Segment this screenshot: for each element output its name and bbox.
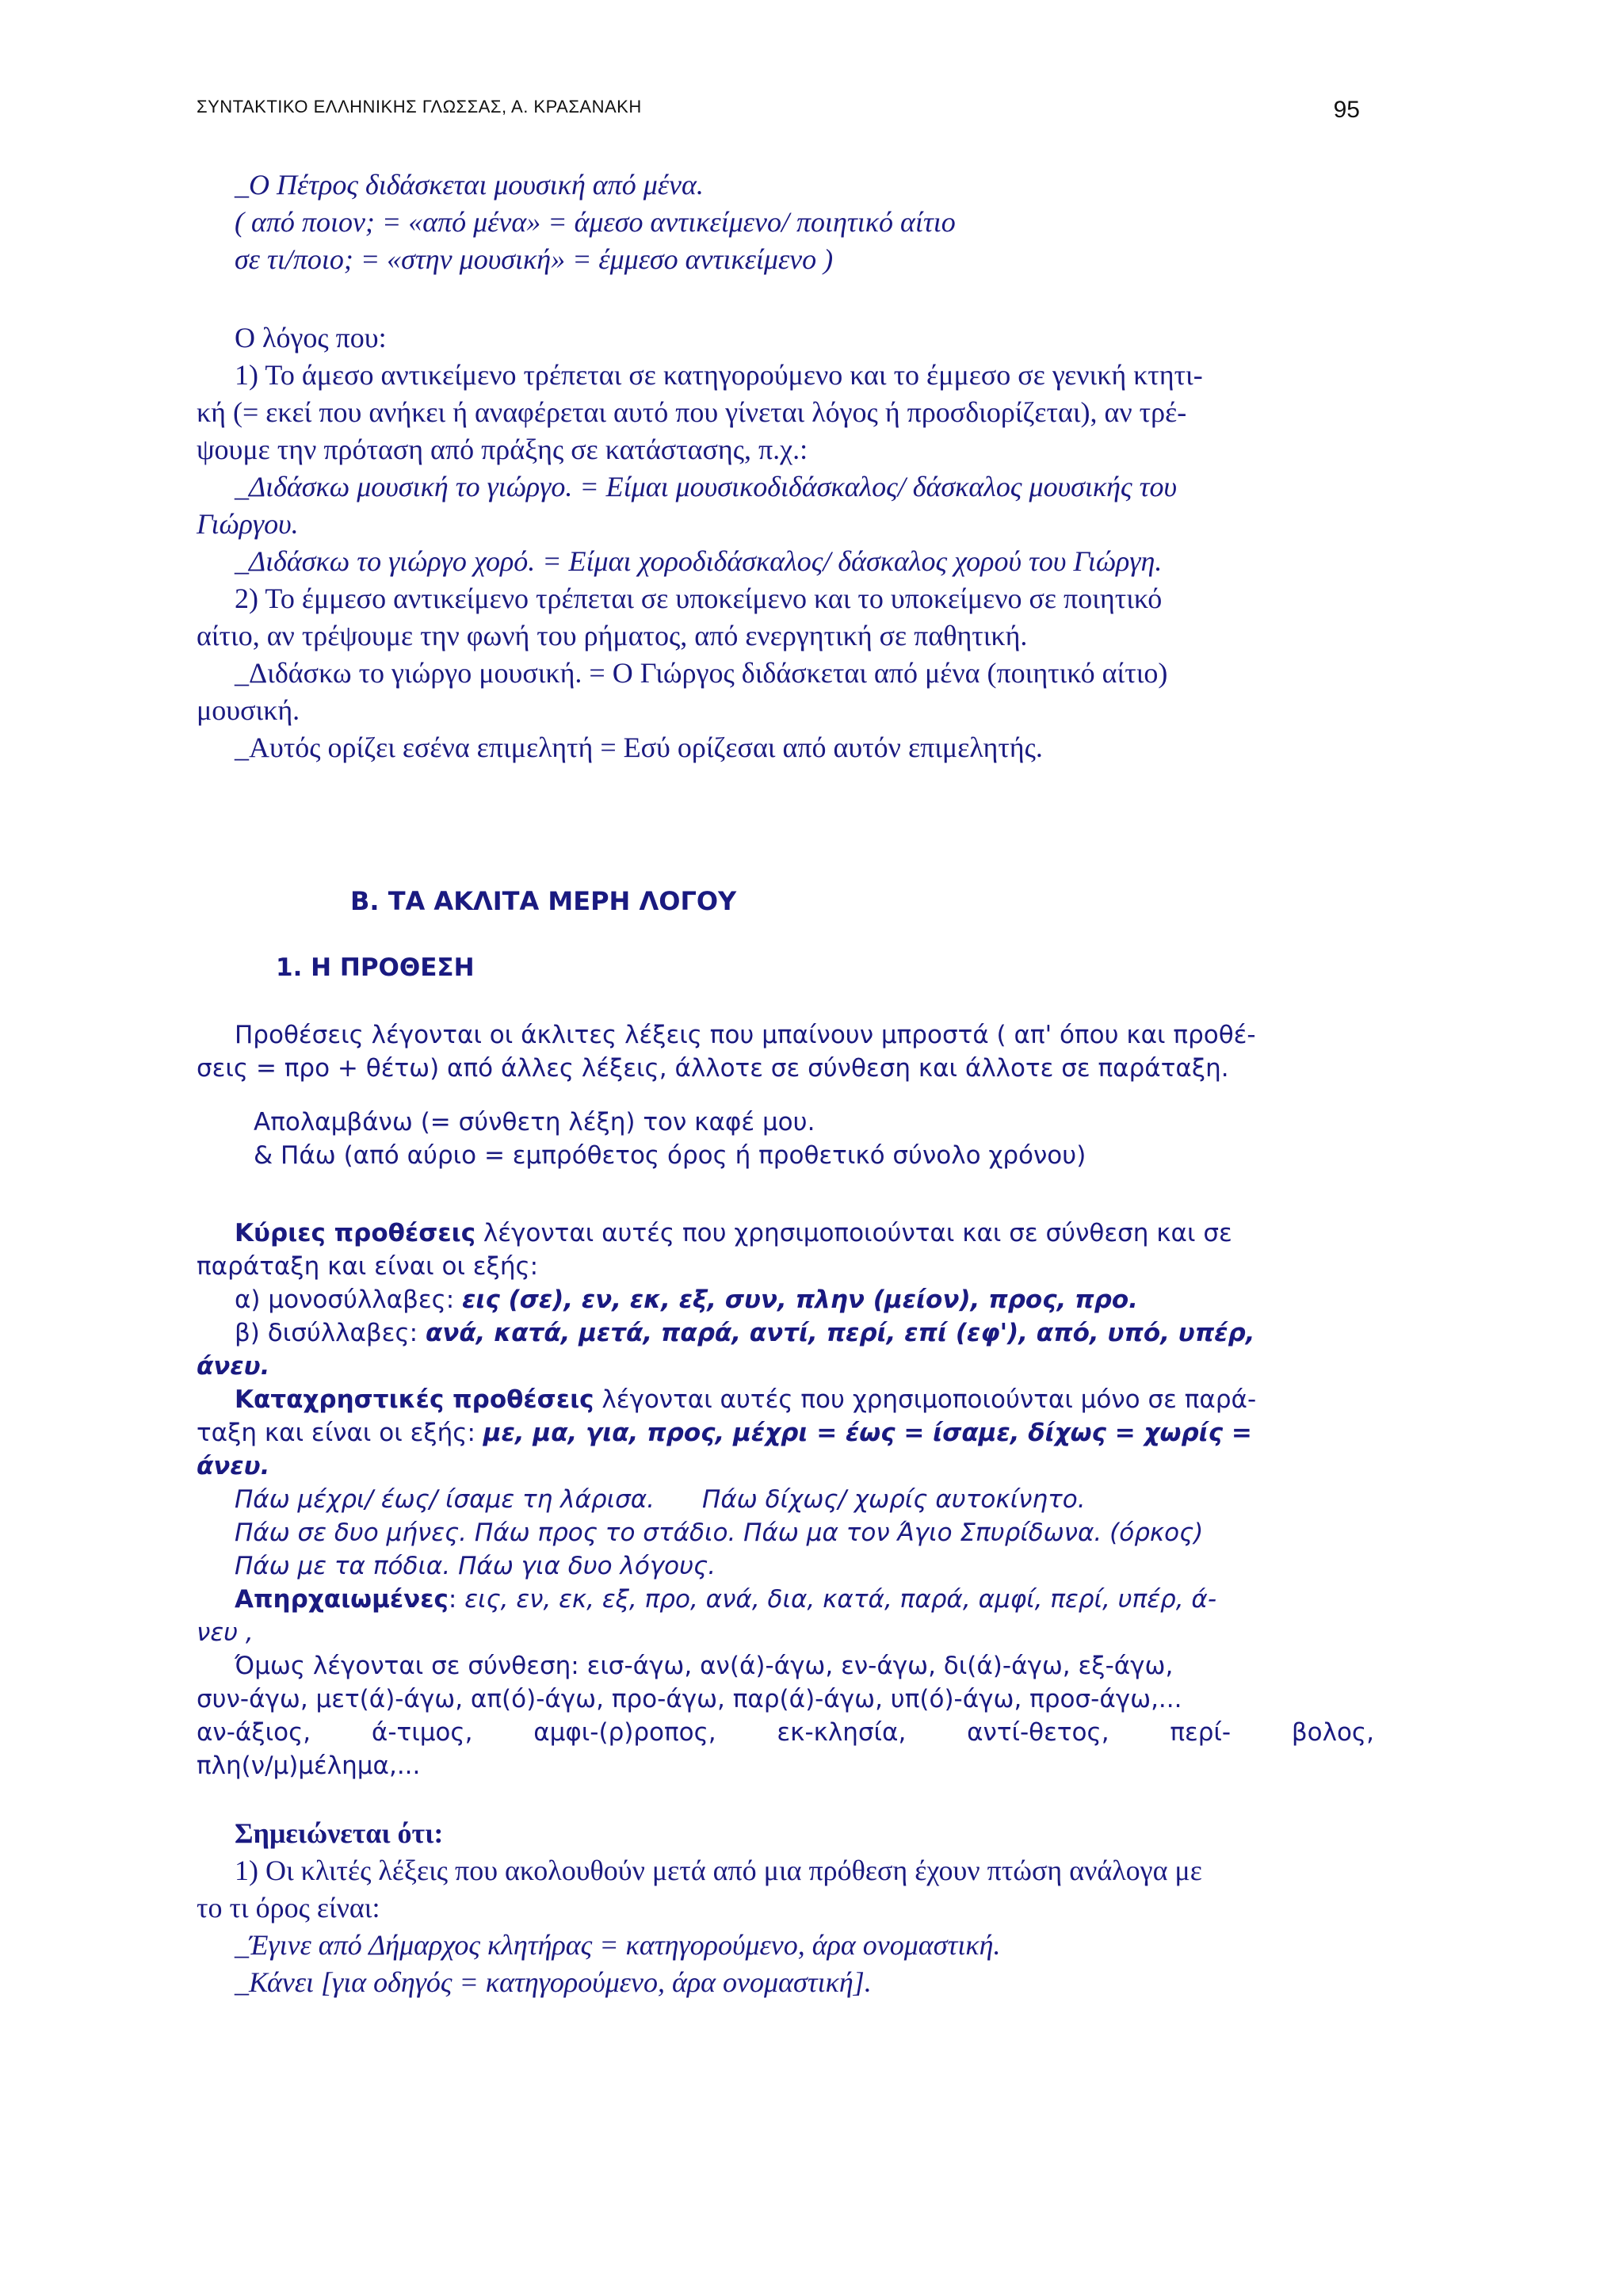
note-section (197, 1815, 1374, 2001)
paragraph-line: Ο λόγος που: (235, 322, 387, 353)
example-line: _Διδάσκω μουσική το γιώργο. = Είμαι μουσικοδιδάσκαλος/ δάσκαλος μουσικής του (235, 471, 1178, 502)
term-katachrestikes: Καταχρηστικές προθέσεις (235, 1385, 594, 1414)
paragraph-line: Όμως λέγονται σε σύνθεση: εισ-άγω, αν(ά)-άγω, εν-άγω, δι(ά)-άγω, εξ-άγω, (235, 1652, 1174, 1680)
paragraph-line (197, 1583, 1374, 1616)
paragraph-line (197, 1217, 1374, 1250)
prepositions-section (197, 1217, 1374, 1782)
paragraph-line: αίτιο, αν τρέψουμε την φωνή του ρήματος, από ενεργητική σε παθητική. (197, 620, 1028, 651)
term-archaic: Απηρχαιωμένες (235, 1585, 449, 1614)
paragraph-line: κή (= εκεί που ανήκει ή αναφέρεται αυτό που γίνεται λόγος ή προσδιορίζεται), αν τρέ- (197, 396, 1187, 428)
paragraph-line: άνευ. (197, 1452, 270, 1480)
paragraph-line: παράταξη και είναι οι εξής: (197, 1252, 539, 1281)
example-line: _Έγινε από Δήμαρχος κλητήρας = κατηγορούμενο, άρα ονομαστική. (235, 1929, 1001, 1961)
paragraph-line: μουσική. (197, 694, 300, 726)
page-number: 95 (1333, 97, 1360, 123)
example-line: σε τι/ποιο; = «στην μουσική» = έμμεσο αντικείμενο ) (235, 243, 834, 275)
paragraph-line: Προθέσεις λέγονται οι άκλιτες λέξεις που μπαίνουν μπροστά ( απ' όπου και προθέ- (235, 1021, 1256, 1049)
paragraph-line: _Αυτός ορίζει εσένα επιμελητή = Εσύ ορίζεσαι από αυτόν επιμελητής. (235, 732, 1043, 763)
example-line (197, 1483, 1374, 1516)
paragraph-line (197, 1283, 1374, 1316)
paragraph-line: _Διδάσκω το γιώργο μουσική. = Ο Γιώργος διδάσκεται από μένα (ποιητικό αίτιο) (235, 657, 1168, 689)
compound-word: ά-τιμος, (371, 1718, 473, 1747)
compound-word: αν-άξιος, (197, 1718, 311, 1747)
text-span: λέγονται αυτές που χρησιμοποιούνται μόνο σε παρά- (594, 1385, 1257, 1414)
preposition-list: εις (σε), εν, εκ, εξ, συν, πλην (μείον), προς, προ. (462, 1286, 1138, 1314)
paragraph-line: συν-άγω, μετ(ά)-άγω, απ(ό)-άγω, προ-άγω, παρ(ά)-άγω, υπ(ό)-άγω, προσ-άγω,... (197, 1685, 1182, 1713)
paragraph-line: το τι όρος είναι: (197, 1892, 380, 1924)
example-line: _Κάνει [για οδηγός = κατηγορούμενο, άρα ονομαστική]. (235, 1966, 872, 1998)
note-heading: Σημειώνεται ότι: (235, 1817, 444, 1849)
paragraph-line: σεις = προ + θέτω) από άλλες λέξεις, άλλοτε σε σύνθεση και άλλοτε σε παράταξη. (197, 1054, 1229, 1083)
list-label: β) δισύλλαβες: (235, 1319, 426, 1347)
example-line: Πάω σε δυο μήνες. Πάω προς το στάδιο. Πάω μα τον Άγιο Σπυρίδωνα. (όρκος) (235, 1519, 1204, 1547)
term-kyries: Κύριες προθέσεις (235, 1219, 476, 1247)
paragraph-line: ψουμε την πρόταση από πράξης σε κατάστασης, π.χ.: (197, 434, 808, 465)
intro-section (197, 1018, 1374, 1172)
top-section (197, 166, 1374, 766)
compound-word: εκ-κλησία, (777, 1718, 907, 1747)
paragraph-line (197, 1383, 1374, 1416)
compound-word: αντί-θετος, (967, 1718, 1109, 1747)
paragraph-line (197, 1416, 1374, 1450)
example-line: Πάω με τα πόδια. Πάω για δυο λόγους. (235, 1552, 716, 1580)
example-line: Γιώργου. (197, 508, 299, 540)
example-span: Πάω μέχρι/ έως/ ίσαμε τη λάρισα. (235, 1485, 655, 1514)
running-header: ΣΥΝΤΑΚΤΙΚΟ ΕΛΛΗΝΙΚΗΣ ΓΛΩΣΣΑΣ, Α. ΚΡΑΣΑΝΑΚΗ (197, 97, 642, 117)
example-line: Απολαμβάνω (= σύνθετη λέξη) τον καφέ μου. (254, 1108, 815, 1137)
list-label: α) μονοσύλλαβες: (235, 1286, 463, 1314)
preposition-list: εις, εν, εκ, εξ, προ, ανά, δια, κατά, παρά, αμφί, περί, υπέρ, ά- (464, 1585, 1217, 1614)
text-span: ταξη και είναι οι εξής: (197, 1419, 483, 1447)
preposition-list: με, μα, για, προς, μέχρι = έως = ίσαμε, δίχως = χωρίς = (483, 1419, 1252, 1447)
example-line: _Ο Πέτρος διδάσκεται μουσική από μένα. (235, 169, 704, 201)
paragraph-line: πλη(ν/μ)μέλημα,... (197, 1752, 421, 1780)
paragraph-line: 1) Οι κλιτές λέξεις που ακολουθούν μετά από μια πρόθεση έχουν πτώση ανάλογα με (235, 1855, 1202, 1886)
compound-word: περί- (1170, 1718, 1232, 1747)
example-span: Πάω δίχως/ χωρίς αυτοκίνητο. (702, 1485, 1086, 1514)
paragraph-line: 2) Το έμμεσο αντικείμενο τρέπεται σε υποκείμενο και το υποκείμενο σε ποιητικό (235, 583, 1163, 614)
paragraph-line (197, 1716, 1374, 1749)
compound-word: βολος, (1291, 1718, 1374, 1747)
paragraph-line (197, 1316, 1374, 1350)
paragraph-line: 1) Το άμεσο αντικείμενο τρέπεται σε κατηγορούμενο και το έμμεσο σε γενική κτητι- (235, 359, 1203, 391)
compound-word: αμφι-(ρ)ροπος, (533, 1718, 716, 1747)
example-line: & Πάω (από αύριο = εμπρόθετος όρος ή προθετικό σύνολο χρόνου) (254, 1141, 1086, 1170)
text-span: λέγονται αυτές που χρησιμοποιούνται και σε σύνθεση και σε (475, 1219, 1232, 1247)
paragraph-line: άνευ. (197, 1352, 270, 1381)
paragraph-line: νευ , (197, 1618, 254, 1647)
preposition-list: ανά, κατά, μετά, παρά, αντί, περί, επί (εφ'), από, υπό, υπέρ, (425, 1319, 1255, 1347)
section-heading-b: Β. ΤΑ ΑΚΛΙΤΑ ΜΕΡΗ ΛΟΓΟΥ (350, 886, 737, 916)
example-line: _Διδάσκω το γιώργο χορό. = Είμαι χοροδιδάσκαλος/ δάσκαλος χορού του Γιώργη. (235, 545, 1163, 577)
text-span: : (448, 1585, 465, 1614)
example-line: ( από ποιον; = «από μένα» = άμεσο αντικείμενο/ ποιητικό αίτιο (235, 206, 956, 238)
subsection-heading-1: 1. Η ΠΡΟΘΕΣΗ (276, 953, 475, 982)
